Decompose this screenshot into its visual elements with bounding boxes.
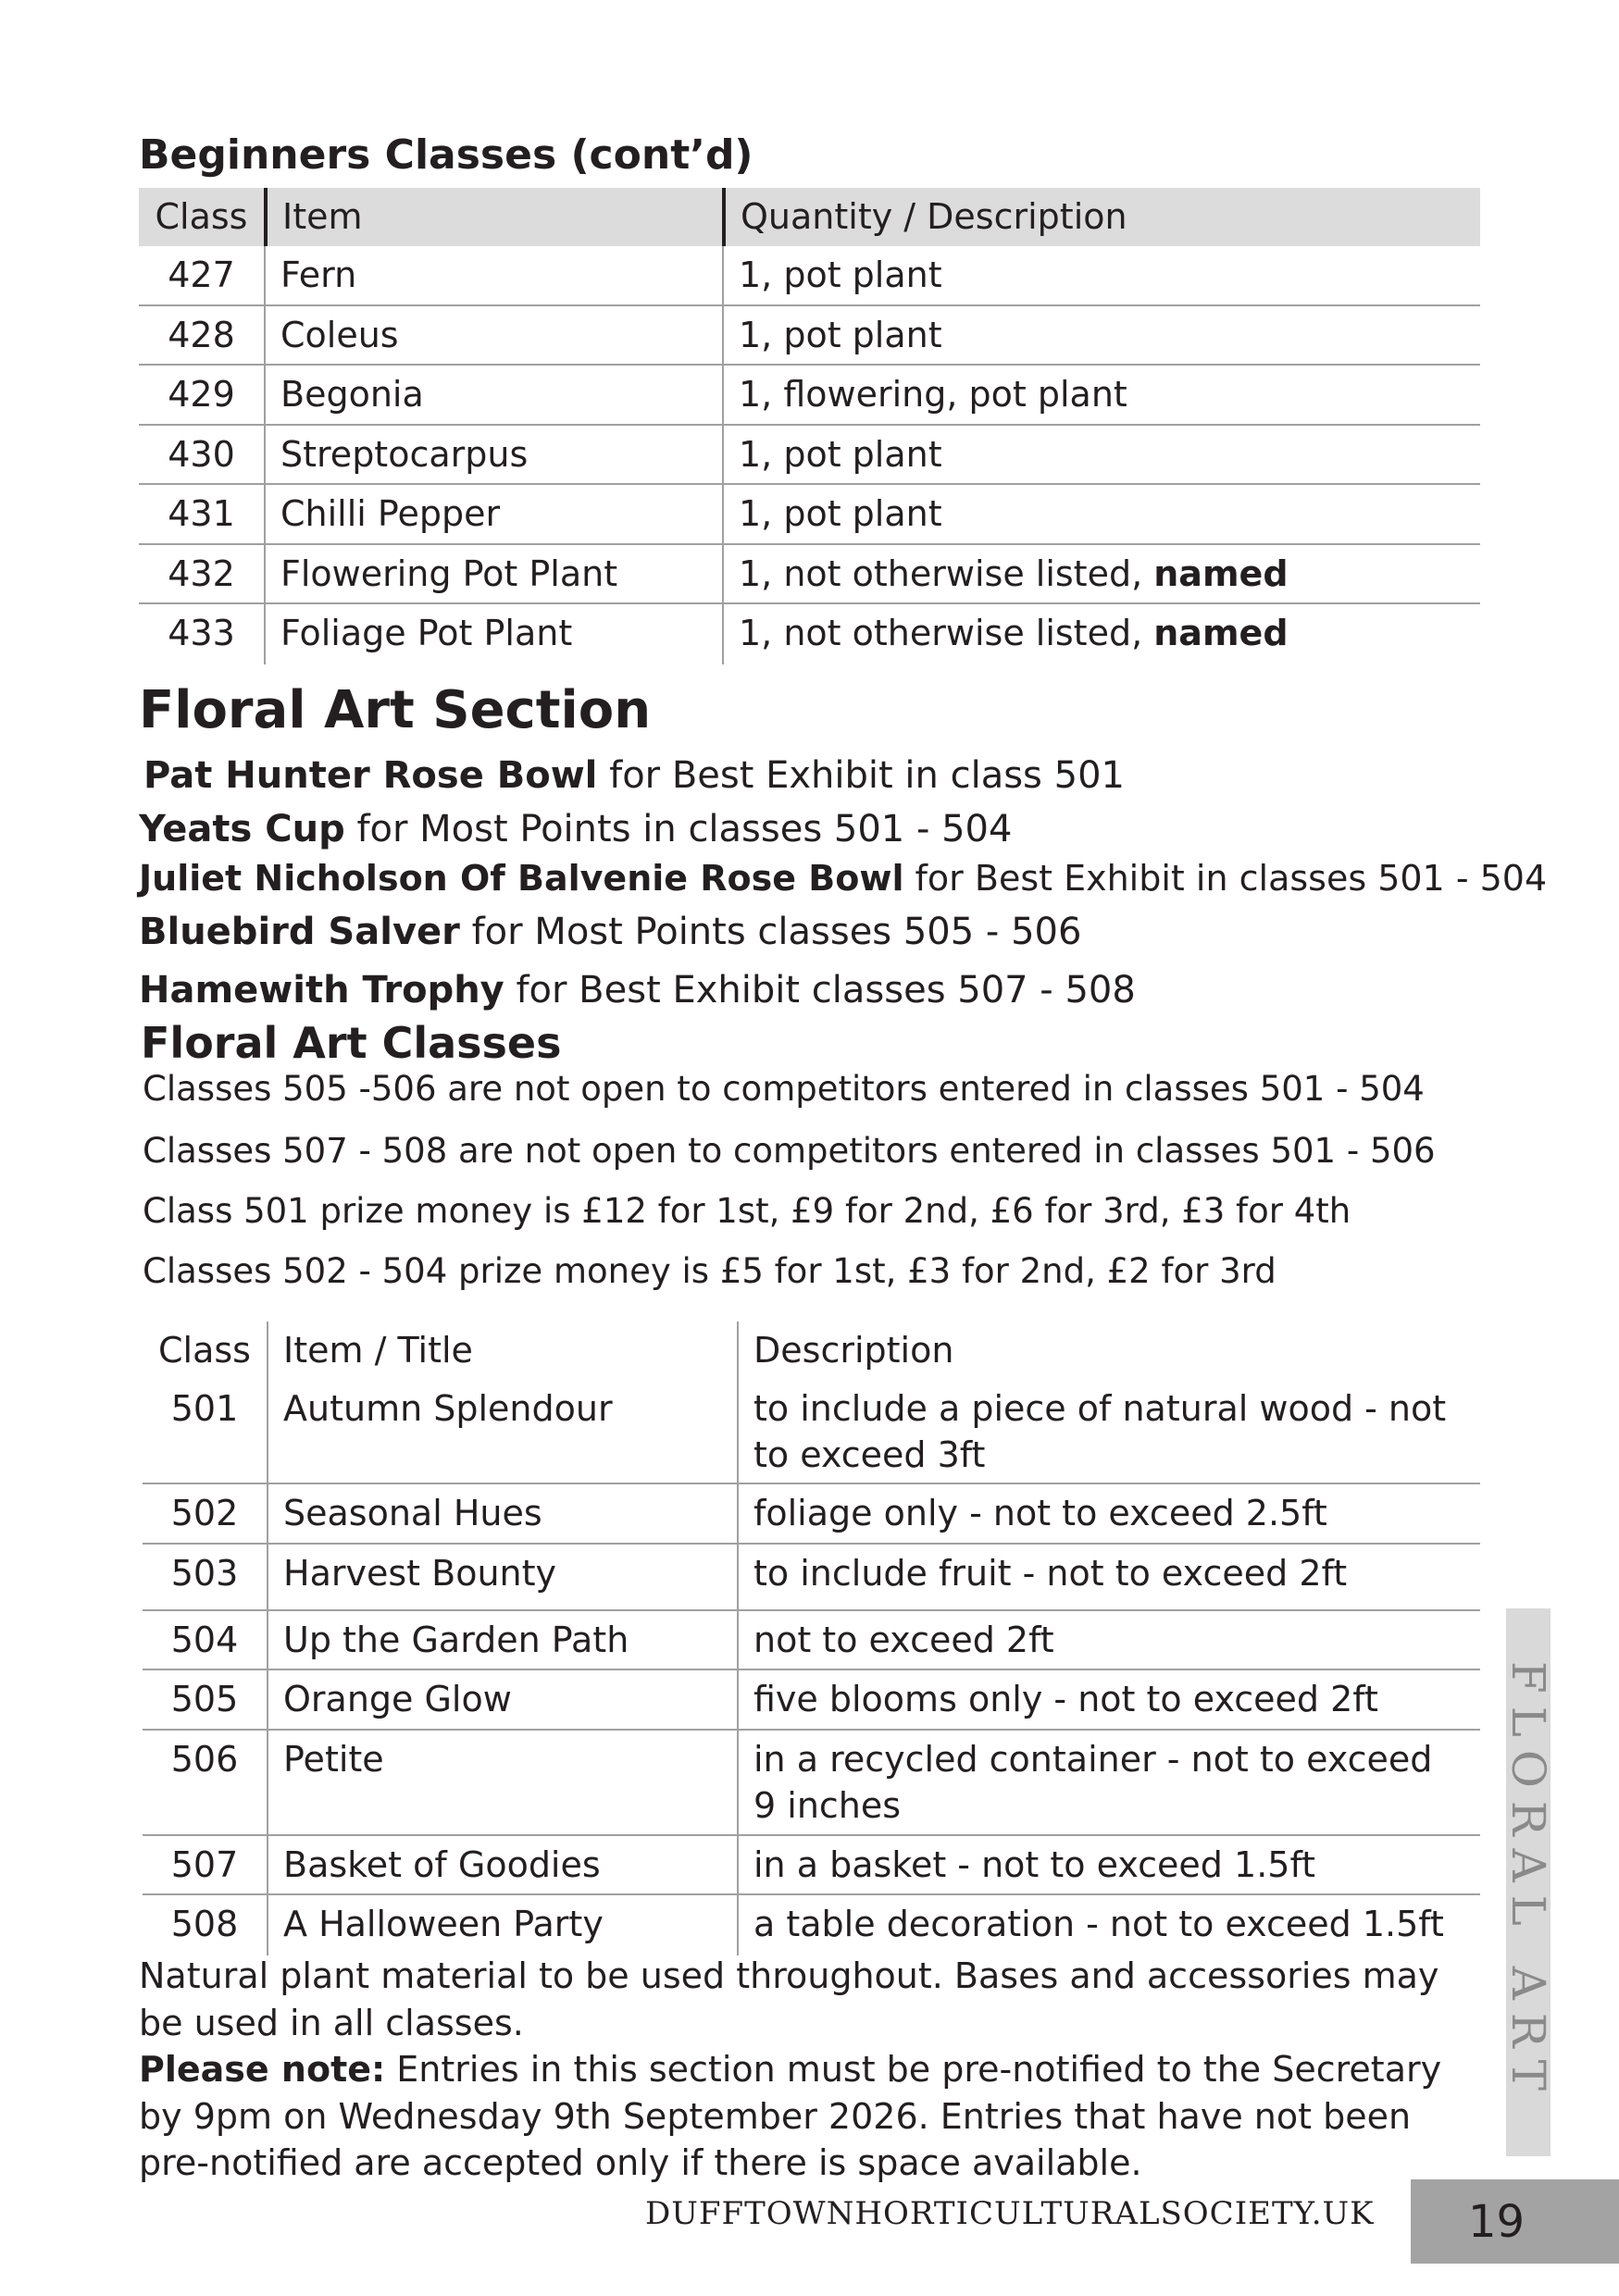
description-bold: named [1153,552,1289,594]
class-number: 431 [168,493,235,534]
class-number: 433 [168,613,235,653]
description-text: 1, pot plant [739,493,942,534]
table-row [143,1611,1480,1670]
table-row [143,1484,1480,1545]
table-row [143,1545,1480,1611]
class-note: Classes 505 -506 are not open to competitors entered in classes 501 - 504 [143,1069,1425,1109]
description-text: 1, not otherwise listed, [739,552,1154,594]
item-name: Coleus [264,306,722,365]
class-number: 432 [168,552,235,594]
trophy-text: for Best Exhibit in class 501 [597,754,1125,797]
table-row [139,485,1480,545]
table-header [143,1322,1480,1380]
page-number: 19 [1411,2179,1619,2264]
item-description: to include fruit - not to exceed 2ft [737,1545,1480,1609]
table-row [139,246,1480,306]
description-bold: named [1153,613,1289,653]
class-note: Classes 507 - 508 are not open to competitors entered in classes 501 - 506 [143,1131,1436,1171]
header-class: Class [155,196,248,237]
table-row [139,545,1480,605]
class-number: 505 [170,1679,239,1719]
section-side-tab [1501,1608,1555,2156]
item-description: a table decoration - not to exceed 1.5ft [737,1895,1480,1955]
item-description: in a recycled container - not to exceed 9 inches [737,1731,1480,1834]
class-number: 430 [168,433,235,475]
class-number: 504 [170,1620,239,1660]
class-number: 501 [170,1388,239,1429]
class-note: Classes 502 - 504 prize money is £5 for 1st, £3 for 2nd, £2 for 3rd [143,1251,1277,1291]
item-description: in a basket - not to exceed 1.5ft [737,1836,1480,1893]
trophy-line [143,754,1125,797]
class-number: 428 [168,314,235,355]
item-description [722,246,1480,304]
trophy-name: Pat Hunter Rose Bowl [143,754,598,797]
table-row [143,1380,1480,1484]
floral-table [143,1322,1480,1955]
section-title: Floral Art Section [139,680,652,740]
description-text: 1, pot plant [739,433,942,475]
class-number: 508 [170,1904,239,1944]
header-item: Item [264,188,722,246]
please-note-label: Please note: [139,2049,386,2090]
item-title: Orange Glow [267,1670,737,1729]
item-description [722,604,1480,664]
item-description [722,426,1480,484]
item-description: foliage only - not to exceed 2.5ft [737,1484,1480,1543]
trophy-name: Juliet Nicholson Of Balvenie Rose Bowl [139,858,904,899]
header-class: Class [158,1330,251,1371]
item-title: A Halloween Party [267,1895,737,1955]
trophy-line [139,858,1547,899]
item-title: Harvest Bounty [267,1545,737,1609]
table-row [143,1895,1480,1955]
table-row [143,1670,1480,1731]
item-description: to include a piece of natural wood - not to exceed 3ft [737,1380,1480,1483]
item-title: Basket of Goodies [267,1836,737,1893]
footnote-text: Natural plant material to be used throughout. Bases and accessories may be used in all classes. [139,1955,1439,2043]
trophy-text: for Most Points in classes 501 - 504 [344,808,1013,850]
trophy-name: Hamewith Trophy [139,969,504,1011]
please-note [139,2046,1472,2187]
item-description [722,545,1480,603]
beginners-table [139,188,1480,664]
table-row [139,604,1480,664]
trophy-line [139,969,1136,1011]
item-description: five blooms only - not to exceed 2ft [737,1670,1480,1729]
trophy-text: for Most Points classes 505 - 506 [459,911,1082,953]
class-number: 503 [170,1553,239,1594]
table-row [143,1731,1480,1836]
please-note-text: Entries in this section must be pre-notified to the Secretary by 9pm on Wednesday 9th September 2026. Entries that have not been pre-notified are accepted only if there is space available. [139,2049,1442,2183]
trophy-name: Bluebird Salver [139,911,460,953]
header-description: Quantity / Description [722,188,1480,246]
item-name: Streptocarpus [264,426,722,484]
item-name: Begonia [264,366,722,424]
item-name: Foliage Pot Plant [264,604,722,664]
item-description [722,485,1480,543]
class-number: 429 [168,374,235,415]
classes-title: Floral Art Classes [141,1018,562,1068]
trophy-text: for Best Exhibit in classes 501 - 504 [903,858,1548,899]
class-number: 502 [170,1493,239,1533]
class-note: Class 501 prize money is £12 for 1st, £9 for 2nd, £6 for 3rd, £3 for 4th [143,1191,1351,1231]
item-title: Autumn Splendour [267,1380,737,1483]
class-number: 427 [168,254,235,295]
item-description [722,366,1480,424]
table-row [139,426,1480,486]
header-description: Description [737,1322,1480,1380]
table-header [139,188,1480,246]
trophy-line [139,808,1012,850]
item-name: Fern [264,246,722,304]
description-text: 1, pot plant [739,314,942,355]
item-name: Chilli Pepper [264,485,722,543]
item-title: Petite [267,1731,737,1834]
description-text: 1, pot plant [739,254,942,295]
footnote [139,1953,1472,2187]
trophy-line [139,911,1081,953]
table-row [139,366,1480,426]
description-text: 1, not otherwise listed, [739,613,1154,653]
trophy-text: for Best Exhibit classes 507 - 508 [504,969,1136,1011]
trophy-name: Yeats Cup [139,808,345,850]
beginners-title: Beginners Classes (cont’d) [139,131,753,179]
item-description: not to exceed 2ft [737,1611,1480,1669]
table-row [139,306,1480,366]
description-text: 1, flowering, pot plant [739,374,1127,415]
table-row [143,1836,1480,1895]
item-description [722,306,1480,365]
item-name: Flowering Pot Plant [264,545,722,603]
side-tab-label: FLORAL ART [1501,1661,1555,2104]
class-number: 506 [170,1739,239,1780]
item-title: Up the Garden Path [267,1611,737,1669]
class-number: 507 [170,1844,239,1885]
item-title: Seasonal Hues [267,1484,737,1543]
header-item: Item / Title [267,1322,737,1380]
footer-website: DUFFTOWNHORTICULTURALSOCIETY.UK [645,2195,1375,2232]
